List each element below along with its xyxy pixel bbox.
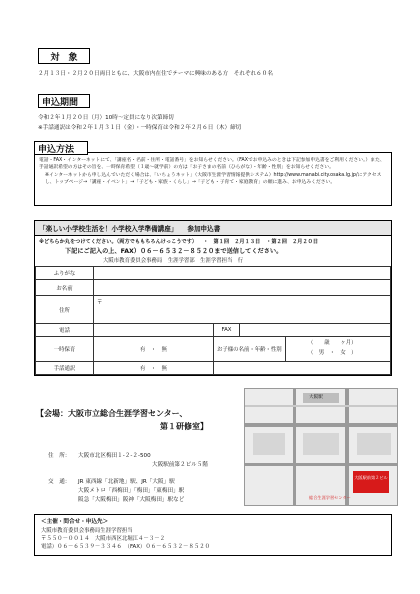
- target-text: ２月１３日・２月２０日両日ともに、大阪市内在住でテーマに興味のある方 それぞれ６０名: [38, 71, 273, 77]
- form-fax-line: 下記にご記入の上、FAX）０６－６５３２－８５２０まで送信してください。: [65, 248, 283, 255]
- map-venue-label: 大阪駅前第２ビル: [354, 475, 388, 480]
- venue-address: [48, 452, 228, 470]
- phone-label: 電話: [36, 324, 94, 337]
- access-line-1: JR 東西線「北新地」駅、JR「大阪」駅: [78, 479, 175, 485]
- address-field[interactable]: [94, 296, 391, 324]
- age-option: （ 歳 ヶ月）: [308, 340, 357, 346]
- method-heading: 申込方法: [38, 144, 75, 155]
- address-caption: 住 所：: [48, 453, 71, 459]
- target-heading-box: [38, 48, 90, 64]
- furigana-label: ふりがな: [36, 267, 94, 280]
- map-block-2: [303, 433, 339, 455]
- venue-title-1: 【会場：大阪市立総合生涯学習センター、: [36, 409, 188, 418]
- sex-option: （ 男 ・ 女 ）: [308, 350, 357, 357]
- contact-line-3: 電話）０６－６５３９－３３４６ （FAX）０６－６５３２－８５２０: [41, 544, 211, 551]
- contact-heading: ＜主催・問合せ・申込先＞: [41, 519, 109, 525]
- method-paragraph-1: 電話・FAX・インターネットにて、「講座名・名前・住所・電話番号」をお知らせください。（FAXでお申込みのときは下記参加申込書をご利用ください。）また、手話通訳希望の方はその旨を、一時保育希望（１歳～就学前）の方は「お子さまの名前（ひらがな）・年齢・性別」をお知らせください。: [39, 158, 385, 171]
- form-table: [35, 266, 391, 375]
- method-heading-box: [34, 141, 88, 155]
- map-station-label: 大阪駅: [309, 395, 323, 400]
- child-info-cell: [214, 337, 391, 362]
- period-heading: 申込期間: [42, 97, 79, 108]
- form-session-1[interactable]: ・ 第１回 ２月１３日: [203, 239, 261, 245]
- method-box: [34, 152, 392, 206]
- access-line-3: 阪急「大阪梅田」阪神「大阪梅田」駅など: [78, 496, 185, 503]
- map-block-3: [357, 433, 391, 455]
- sign-option[interactable]: 有 ・ 無: [94, 362, 214, 375]
- contact-line-1: 大阪市教育委員会事務局生涯学習担当: [41, 527, 133, 534]
- map-block-1: [253, 433, 285, 455]
- access-map[interactable]: [244, 388, 398, 506]
- child-info-label: お子様の名前・年齢・性別: [214, 337, 286, 361]
- contact-line-2: 〒５５０－００１４ 大阪市西区北堀江４－３－２: [41, 536, 165, 543]
- form-box: [34, 220, 392, 376]
- map-road-horizontal-2: [245, 463, 398, 466]
- child-info-field[interactable]: [286, 337, 390, 361]
- map-center-label: 総合生涯学習センター: [309, 495, 351, 500]
- period-line-1: 令和２年１月２０日（月）10時～定員になり次第締切: [38, 115, 174, 121]
- period-heading-box: [38, 94, 90, 108]
- form-check-note: ※どちらか丸をつけてください。（両方でももちろんけっこうです）: [39, 239, 198, 245]
- fax-field[interactable]: [240, 324, 391, 337]
- form-session-row: [35, 236, 391, 245]
- postal-mark: 〒: [97, 300, 103, 306]
- period-line-2: ※手話通訳は令和２年１月３１日（金）・一時保育は令和２年２月６日（木）締切: [38, 125, 242, 131]
- sign-label: 手話通訳: [36, 362, 94, 375]
- access-line-2: 大阪メトロ「西梅田」「梅田」「東梅田」駅: [78, 487, 185, 494]
- name-label: お名前: [36, 280, 94, 296]
- form-session-2[interactable]: ・第２回 ２月２０日: [266, 239, 319, 245]
- form-title: 「楽しい小学校生活を！小学校入学準備講座」 参加申込書: [35, 221, 391, 236]
- venue-access: [48, 478, 238, 505]
- childcare-label: 一時保育: [36, 337, 94, 362]
- sign-empty: [214, 362, 391, 375]
- address-line-1: 大阪市北区梅田１-２-２-500: [78, 453, 151, 459]
- fax-label: FAX: [214, 324, 240, 337]
- method-paragraph-2: ※インターネットから申し込んでいただく場合は、「いちょうネット」（大阪市生涯学習情報提供システム）http://www.manabi.city.osaka.lg.jp/にアクセスし、トップページ→「講座・イベント」→「子ども・家族・くらし」→「子ども・子育て・家庭教育」の順に進み、お申込みください。: [45, 172, 382, 186]
- map-road-horizontal-1: [245, 423, 398, 427]
- furigana-field[interactable]: [94, 267, 391, 280]
- form-org-line: 大阪市教育委員会事務局 生涯学習部 生涯学習担当 行: [103, 258, 244, 264]
- address-line-2: 大阪駅前第２ビル５階: [152, 461, 208, 468]
- target-heading: 対 象: [50, 52, 78, 63]
- phone-field[interactable]: [94, 324, 214, 337]
- map-rail-line: [245, 405, 398, 407]
- childcare-option[interactable]: 有 ・ 無: [94, 337, 214, 362]
- venue-title-2: 第１研修室】: [160, 422, 208, 431]
- address-label: 住所: [36, 296, 94, 324]
- contact-box: [34, 514, 392, 556]
- access-caption: 交 通：: [48, 479, 71, 485]
- name-field[interactable]: [94, 280, 391, 296]
